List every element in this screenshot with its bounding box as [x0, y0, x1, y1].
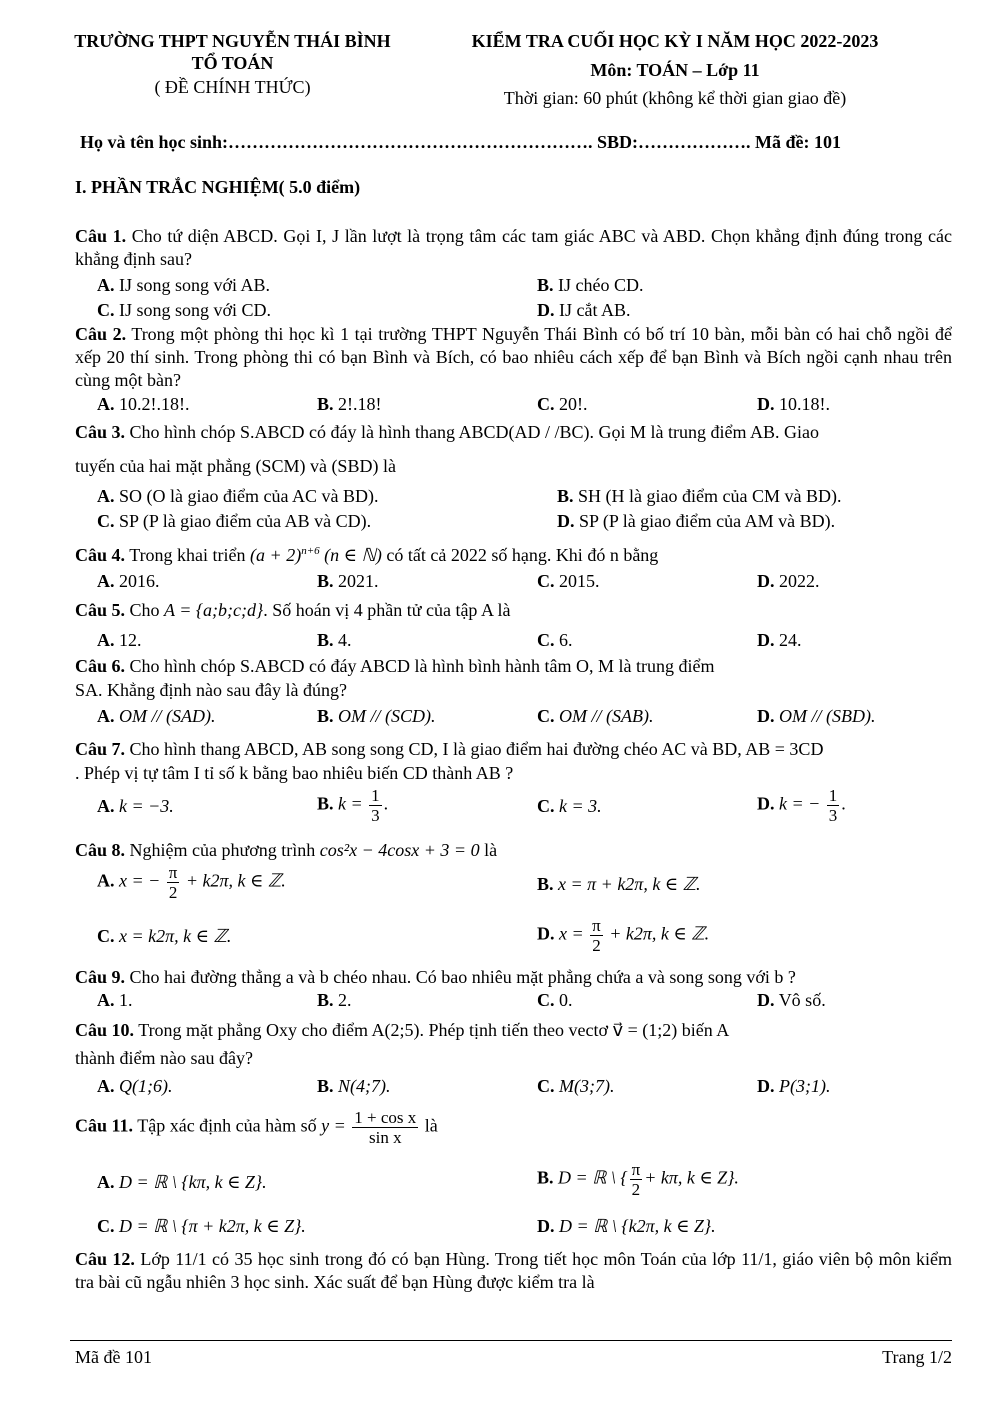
q9-option-b: B. 2.	[317, 990, 352, 1010]
q5-option-d: D. 24.	[757, 630, 802, 650]
q1-option-d: D. IJ cắt AB.	[537, 300, 631, 320]
question-10-line-2: thành điểm nào sau đây?	[75, 1048, 253, 1068]
q5-option-a: A. 12.	[97, 630, 142, 650]
question-6-line-2: SA. Khẳng định nào sau đây là đúng?	[75, 680, 347, 700]
q11-option-a: A. D = ℝ \ {kπ, k ∈ Z}.	[97, 1172, 267, 1192]
q2-option-c: C. 20!.	[537, 394, 588, 414]
question-2: Câu 2. Trong một phòng thi học kì 1 tại trường THPT Nguyễn Thái Bình có bố trí 10 bàn, mỗi bàn có hai chỗ ngồi để xếp 20 thí sinh. Trong phòng thi có bạn Bình và Bích, có bao nhiêu cách xếp để bạn Bình và Bích ngồi cạnh nhau trên cùng một bàn?	[75, 324, 952, 390]
exam-time: Thời gian: 60 phút (không kể thời gian giao đề)	[503, 88, 847, 108]
question-7-line-2: . Phép vị tự tâm I tỉ số k bằng bao nhiêu biến CD thành AB ?	[75, 763, 514, 783]
question-1: Câu 1. Cho tứ diện ABCD. Gọi I, J lần lượt là trọng tâm các tam giác ABC và ABD. Chọn khẳng định đúng trong các khẳng định sau?	[75, 226, 953, 269]
question-3-line-2: tuyến của hai mặt phẳng (SCM) và (SBD) là	[75, 456, 396, 476]
student-info-line: Họ và tên học sinh:……………………………………………………. SBD:………………. Mã đề: 101	[80, 132, 842, 152]
q2-option-d: D. 10.18!.	[757, 394, 830, 414]
q7-option-a: A. k = −3.	[97, 796, 174, 816]
question-8: Câu 8. Nghiệm của phương trình cos²x − 4cosx + 3 = 0 là	[75, 840, 498, 860]
question-4: Câu 4. Trong khai triển $(a + 2)^{n+6}$ (n ∈ ℕ) có tất cả 2022 số hạng. Khi đó n bằng	[75, 545, 659, 565]
q6-option-c: C. OM // (SAB).	[537, 706, 654, 726]
q11-option-b: B. D = ℝ \ { $\frac{\pi}{2}$ + kπ, k ∈ Z}.	[537, 1160, 739, 1199]
q9-option-c: C. 0.	[537, 990, 573, 1010]
q5-option-b: B. 4.	[317, 630, 352, 650]
q1-option-b: B. IJ chéo CD.	[537, 275, 644, 295]
question-10-line-1: Câu 10. Trong mặt phẳng Oxy cho điểm A(2;5). Phép tịnh tiến theo vectơ v⃗ = (1;2) biến A	[75, 1020, 730, 1040]
q9-option-d: D. Vô số.	[757, 990, 826, 1010]
question-3-line-1: Câu 3. Cho hình chóp S.ABCD có đáy là hình thang ABCD(AD / /BC). Gọi M là trung điểm AB. Giao	[75, 422, 819, 442]
exam-title: KIỂM TRA CUỐI HỌC KỲ I NĂM HỌC 2022-2023	[471, 31, 879, 51]
q8-option-b: B. x = π + k2π, k ∈ ℤ.	[537, 874, 701, 894]
q7-option-d: D. k = − $\frac{1}{3}$ .	[757, 786, 846, 825]
q8-option-c: C. x = k2π, k ∈ ℤ.	[97, 926, 232, 946]
footer-divider	[70, 1340, 952, 1341]
question-11: Câu 11. Tập xác định của hàm số y = $\frac{\text{1 + cos x}}{\text{sin x}}$ là	[75, 1108, 438, 1147]
exam-subject: Môn: TOÁN – Lớp 11	[590, 60, 760, 80]
q6-option-d: D. OM // (SBD).	[757, 706, 876, 726]
question-6-line-1: Câu 6. Cho hình chóp S.ABCD có đáy ABCD là hình bình hành tâm O, M là trung điểm	[75, 656, 715, 676]
q11-option-d: D. D = ℝ \ {k2π, k ∈ Z}.	[537, 1216, 716, 1236]
q10-option-d: D. P(3;1).	[757, 1076, 831, 1096]
footer-exam-code: Mã đề 101	[75, 1347, 152, 1367]
q11-option-c: C. D = ℝ \ {π + k2π, k ∈ Z}.	[97, 1216, 306, 1236]
official-label: ( ĐỀ CHÍNH THỨC)	[154, 77, 311, 97]
q8-option-a: A. x = − $\frac{\pi}{2}$ + k2π, k ∈ ℤ.	[97, 863, 286, 902]
question-5: Câu 5. Cho A = {a;b;c;d}. Số hoán vị 4 phần tử của tập A là	[75, 600, 511, 620]
q1-option-a: A. IJ song song với AB.	[97, 275, 271, 295]
question-9: Câu 9. Cho hai đường thẳng a và b chéo nhau. Có bao nhiêu mặt phẳng chứa a và song song với b ?	[75, 967, 796, 987]
q5-option-c: C. 6.	[537, 630, 573, 650]
q10-option-b: B. N(4;7).	[317, 1076, 391, 1096]
q3-option-d: D. SP (P là giao điểm của AM và BD).	[557, 511, 836, 531]
question-12: Câu 12. Lớp 11/1 có 35 học sinh trong đó có bạn Hùng. Trong tiết học môn Toán của lớp 11/1, giáo viên bộ môn kiểm tra bài cũ ngẫu nhiên 3 học sinh. Xác suất để bạn Hùng được kiểm tra là	[75, 1249, 952, 1292]
q2-option-b: B. 2!.18!	[317, 394, 382, 414]
school-name: TRƯỜNG THPT NGUYỄN THÁI BÌNH	[74, 31, 391, 51]
q4-option-b: B. 2021.	[317, 571, 379, 591]
q1-option-c: C. IJ song song với CD.	[97, 300, 272, 320]
section-title: I. PHẦN TRẮC NGHIỆM( 5.0 điểm)	[75, 177, 361, 197]
q10-option-a: A. Q(1;6).	[97, 1076, 173, 1096]
q10-option-c: C. M(3;7).	[537, 1076, 615, 1096]
q6-option-b: B. OM // (SCD).	[317, 706, 436, 726]
q3-option-c: C. SP (P là giao điểm của AB và CD).	[97, 511, 372, 531]
q7-option-c: C. k = 3.	[537, 796, 602, 816]
q7-option-b: B. k = $\frac{1}{3}$ .	[317, 786, 389, 825]
q3-option-b: B. SH (H là giao điểm của CM và BD).	[557, 486, 842, 506]
q9-option-a: A. 1.	[97, 990, 133, 1010]
q3-option-a: A. SO (O là giao điểm của AC và BD).	[97, 486, 379, 506]
question-7-line-1: Câu 7. Cho hình thang ABCD, AB song song CD, I là giao điểm hai đường chéo AC và BD, AB = 3CD	[75, 739, 824, 759]
group-name: TỔ TOÁN	[191, 53, 274, 73]
q8-option-d: D. x = $\frac{\pi}{2}$ + k2π, k ∈ ℤ.	[537, 916, 710, 955]
q2-option-a: A. 10.2!.18!.	[97, 394, 190, 414]
q4-option-d: D. 2022.	[757, 571, 820, 591]
q4-option-c: C. 2015.	[537, 571, 600, 591]
q6-option-a: A. OM // (SAD).	[97, 706, 216, 726]
q4-option-a: A. 2016.	[97, 571, 160, 591]
footer-page-number: Trang 1/2	[882, 1347, 952, 1367]
